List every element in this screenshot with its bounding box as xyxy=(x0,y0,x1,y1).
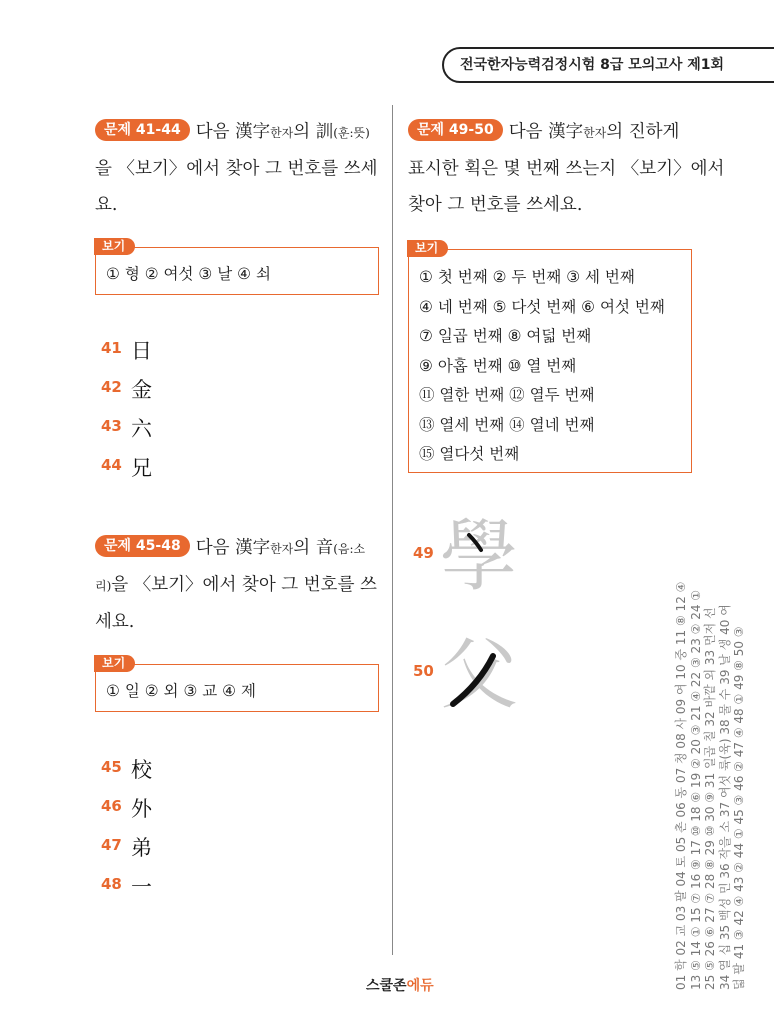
question-number: 43 xyxy=(101,417,122,435)
answer-key-line: 01 학 02 교 03 팔 04 토 05 촌 06 동 07 청 08 사 09 여 10 중 11 ⑧ 12 ④ xyxy=(674,581,688,990)
question-number: 47 xyxy=(101,836,122,854)
question-hanja: 兄 xyxy=(131,456,152,480)
bogi-line: ⑨ 아홉 번째 ⑩ 열 번째 xyxy=(419,356,577,375)
question-number: 44 xyxy=(101,456,122,474)
question-item xyxy=(101,415,221,441)
question-item xyxy=(101,376,221,402)
bogi-tag: 보기 xyxy=(407,240,448,257)
question-item xyxy=(101,873,221,899)
problem-badge-49-50: 문제 49-50 xyxy=(408,119,503,141)
bogi-box-49-50 xyxy=(408,241,692,473)
question-number: 49 xyxy=(413,544,434,562)
question-hanja: 外 xyxy=(131,797,152,821)
question-hanja: 日 xyxy=(131,339,152,363)
bogi-line: ① 첫 번째 ② 두 번째 ③ 세 번째 xyxy=(419,268,635,286)
question-item xyxy=(101,834,221,860)
instruction-41-44: 문제 41-44 다음 漢字한자의 訓(훈:뜻) 을 〈보기〉에서 찾아 그 번호를 쓰세 요. xyxy=(95,114,385,223)
column-divider xyxy=(392,105,393,955)
bogi-line: ① 일 ② 외 ③ 교 ④ 제 xyxy=(106,682,256,700)
answer-key-line: 13 ⑤ 14 ① 15 ⑦ 16 ⑨ 17 ⑩ 18 ⑥ 19 ② 20 ③ 21 ④ 22 ③ 23 ② 24 ① xyxy=(688,589,703,990)
bogi-line: ④ 네 번째 ⑤ 다섯 번째 ⑥ 여섯 번째 xyxy=(419,297,665,316)
stroke-order-hanja: 學 xyxy=(440,512,519,602)
question-hanja: 金 xyxy=(131,378,152,402)
question-item xyxy=(101,337,221,363)
problem-badge-41-44: 문제 41-44 xyxy=(95,119,190,141)
question-number: 50 xyxy=(413,662,434,680)
question-hanja: 一 xyxy=(131,875,152,899)
bogi-line: ① 형 ② 여섯 ③ 날 ④ 쇠 xyxy=(106,265,271,283)
question-number: 42 xyxy=(101,378,122,396)
question-item xyxy=(101,454,221,480)
answer-key-line: 25 ⑤ 26 ⑥ 27 ⑦ 28 ⑧ 29 ⑩ 30 ⑨ 31 일곱 칠 32 바깥 외 33 먼저 선 xyxy=(703,607,717,990)
question-list-41-44 xyxy=(101,337,251,497)
question-number: 48 xyxy=(101,875,122,893)
question-number: 41 xyxy=(101,339,122,357)
instruction-49-50: 문제 49-50 다음 漢字한자의 진하게 표시한 획은 몇 번째 쓰는지 〈보기〉에서 찾아 그 번호를 쓰세요. xyxy=(408,114,708,223)
highlighted-stroke xyxy=(466,532,486,554)
answer-key-line: 덟 팔 41 ③ 42 ④ 43 ② 44 ① 45 ③ 46 ② 47 ④ 48 ① 49 ⑧ 50 ③ xyxy=(732,626,746,990)
bogi-tag: 보기 xyxy=(94,655,135,672)
bogi-line: ⑦ 일곱 번째 ⑧ 여덟 번째 xyxy=(419,327,592,345)
question-number: 45 xyxy=(101,758,122,776)
question-list-45-48 xyxy=(101,756,251,916)
answer-key-line: 34 열 십 35 백성 민 36 작을 소 37 여섯 륙(육) 38 물 수 39 날 생 40 여 xyxy=(717,604,732,990)
question-hanja: 弟 xyxy=(131,836,152,860)
stroke-order-hanja: 父 xyxy=(440,630,519,720)
exam-title: 전국한자능력검정시험 8급 모의고사 제1회 xyxy=(460,57,725,73)
bogi-line: ⑮ 열다섯 번째 xyxy=(419,445,520,463)
instruction-45-48: 문제 45-48 다음 漢字한자의 音(음:소 리)을 〈보기〉에서 찾아 그 번호를 쓰 세요. xyxy=(95,530,385,640)
answer-key xyxy=(674,581,747,990)
question-item xyxy=(101,795,221,821)
bogi-line: ⑬ 열세 번째 ⑭ 열네 번째 xyxy=(419,415,595,434)
bogi-box-45-48 xyxy=(95,656,379,712)
problem-badge-45-48: 문제 45-48 xyxy=(95,535,190,557)
question-hanja: 六 xyxy=(131,417,152,441)
bogi-tag: 보기 xyxy=(94,238,135,255)
bogi-box-41-44 xyxy=(95,239,379,295)
bogi-line: ⑪ 열한 번째 ⑫ 열두 번째 xyxy=(419,386,595,404)
exam-title-header xyxy=(442,47,774,83)
question-item xyxy=(101,756,221,782)
publisher-logo: 스쿨존에듀 xyxy=(366,978,434,994)
question-number: 46 xyxy=(101,797,122,815)
question-hanja: 校 xyxy=(131,758,152,782)
highlighted-stroke xyxy=(449,650,499,710)
